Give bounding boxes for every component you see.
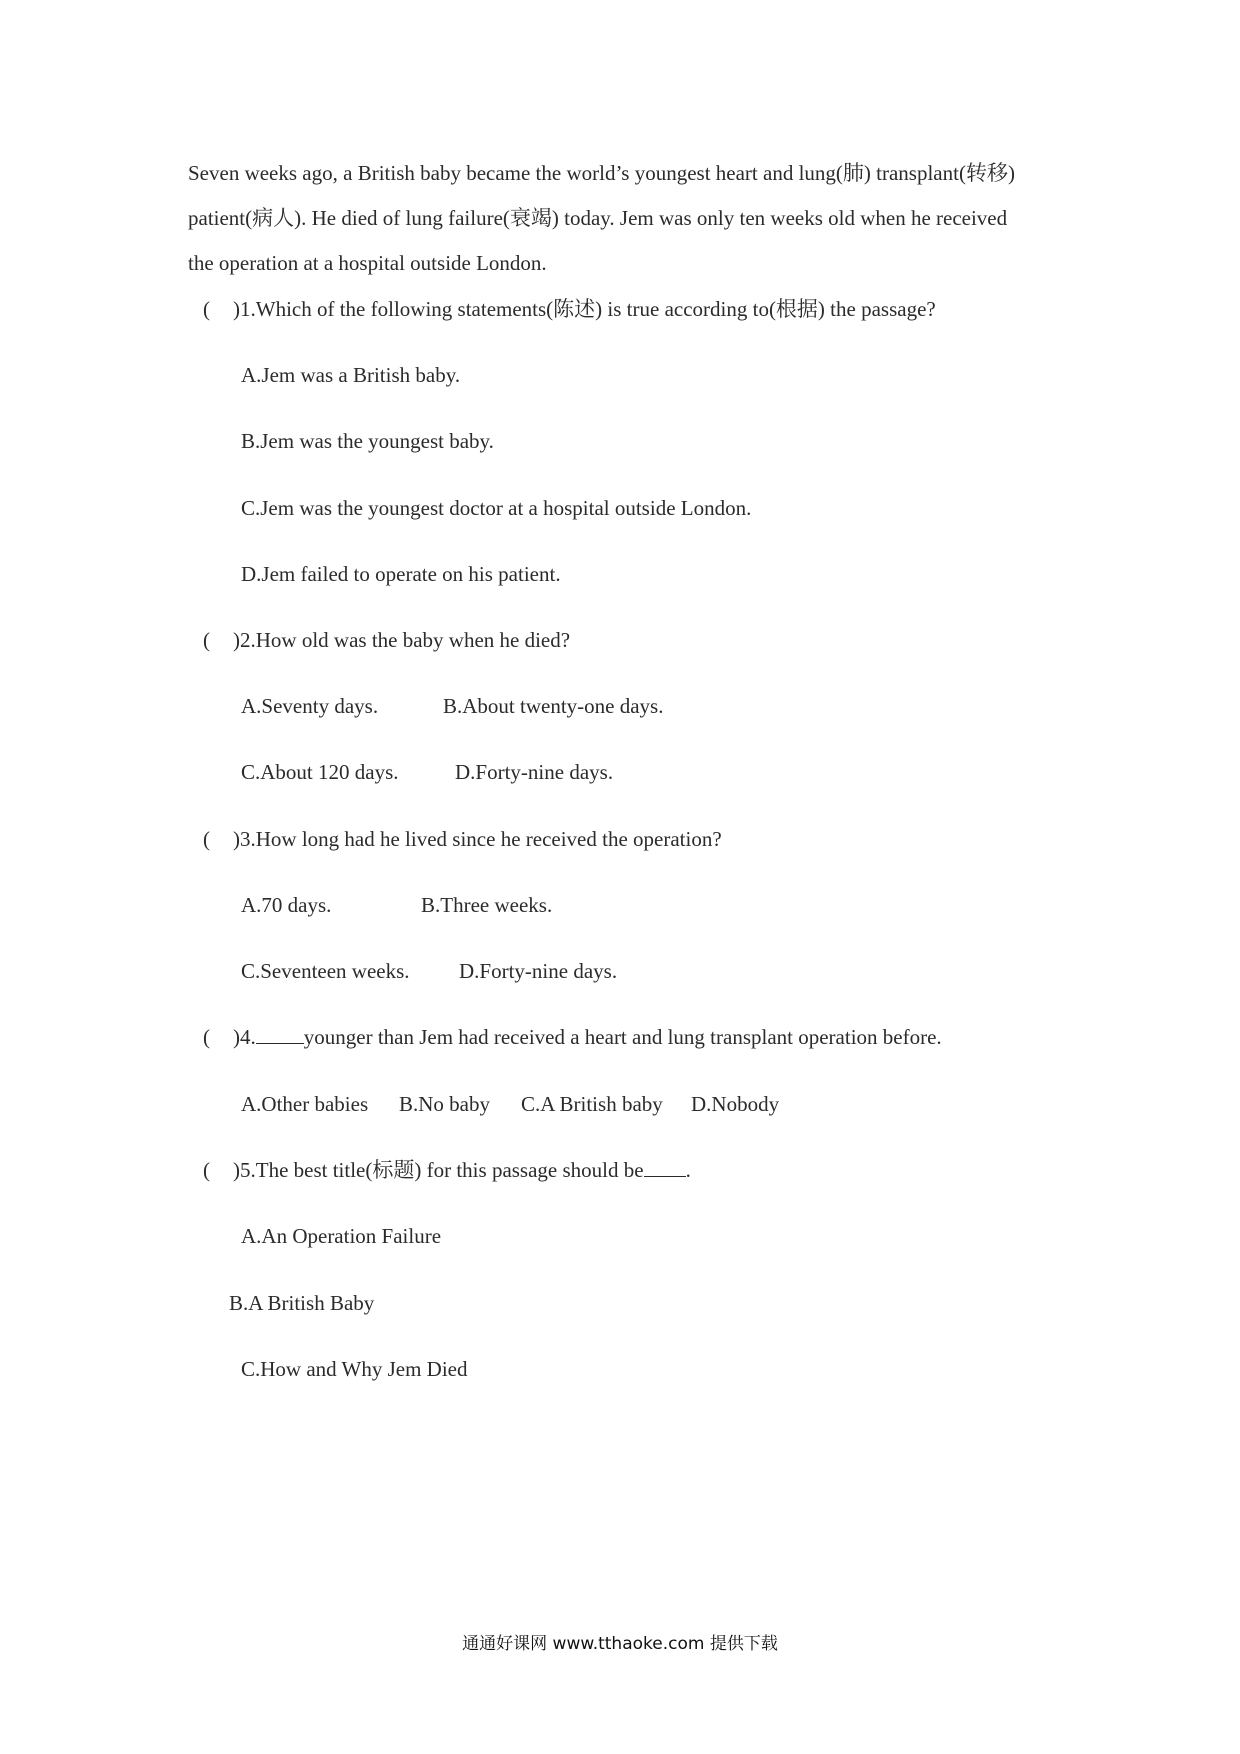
q4-option-b: B.No baby bbox=[399, 1092, 490, 1116]
q3-option-b: B.Three weeks. bbox=[421, 893, 553, 917]
q2-option-a: A.Seventy days. bbox=[241, 694, 379, 718]
passage-line: patient(病人). He died of lung failure(衰竭) today. Jem was only ten weeks old when he received bbox=[188, 206, 1008, 230]
q1-option-b: B.Jem was the youngest baby. bbox=[241, 429, 494, 453]
question-text-start: )5.The best title(标题) for this passage should be bbox=[233, 1158, 644, 1182]
question-text-start: )4. bbox=[233, 1025, 256, 1049]
q2-option-b: B.About twenty-one days. bbox=[443, 694, 664, 718]
question-text: )2.How old was the baby when he died? bbox=[233, 628, 571, 652]
answer-paren: ( bbox=[203, 297, 210, 321]
passage-line: the operation at a hospital outside London. bbox=[188, 251, 547, 275]
q5-option-c: C.How and Why Jem Died bbox=[241, 1357, 468, 1381]
q4-option-d: D.Nobody bbox=[691, 1092, 780, 1116]
question-3 bbox=[203, 826, 722, 852]
footer-watermark: 通通好课网 www.tthaoke.com 提供下载 bbox=[462, 1634, 778, 1654]
question-2 bbox=[203, 627, 570, 653]
question-5 bbox=[203, 1157, 691, 1183]
question-1 bbox=[203, 296, 936, 322]
answer-paren: ( bbox=[203, 628, 210, 652]
q2-option-c: C.About 120 days. bbox=[241, 760, 399, 784]
question-text: )3.How long had he lived since he received the operation? bbox=[233, 827, 722, 851]
q5-option-b: B.A British Baby bbox=[229, 1291, 375, 1315]
answer-paren: ( bbox=[203, 827, 210, 851]
question-text-end: younger than Jem had received a heart and lung transplant operation before. bbox=[303, 1025, 942, 1049]
fill-blank bbox=[256, 1025, 304, 1044]
q1-option-a: A.Jem was a British baby. bbox=[241, 363, 461, 387]
q1-option-d: D.Jem failed to operate on his patient. bbox=[241, 562, 561, 586]
answer-paren: ( bbox=[203, 1158, 210, 1182]
q3-option-d: D.Forty-nine days. bbox=[459, 959, 618, 983]
q5-option-a: A.An Operation Failure bbox=[241, 1224, 442, 1248]
reading-passage bbox=[188, 160, 1068, 295]
answer-paren: ( bbox=[203, 1025, 210, 1049]
fill-blank bbox=[644, 1158, 686, 1177]
q4-option-a: A.Other babies bbox=[241, 1092, 369, 1116]
q3-option-c: C.Seventeen weeks. bbox=[241, 959, 410, 983]
question-text-end: . bbox=[685, 1158, 691, 1182]
q3-option-a: A.70 days. bbox=[241, 893, 332, 917]
q2-option-d: D.Forty-nine days. bbox=[455, 760, 614, 784]
q4-option-c: C.A British baby bbox=[521, 1092, 663, 1116]
question-4 bbox=[203, 1024, 942, 1050]
passage-line: Seven weeks ago, a British baby became the world’s youngest heart and lung(肺) transplant(转移) bbox=[188, 161, 1015, 185]
question-text: )1.Which of the following statements(陈述) is true according to(根据) the passage? bbox=[233, 297, 936, 321]
q1-option-c: C.Jem was the youngest doctor at a hospital outside London. bbox=[241, 496, 752, 520]
